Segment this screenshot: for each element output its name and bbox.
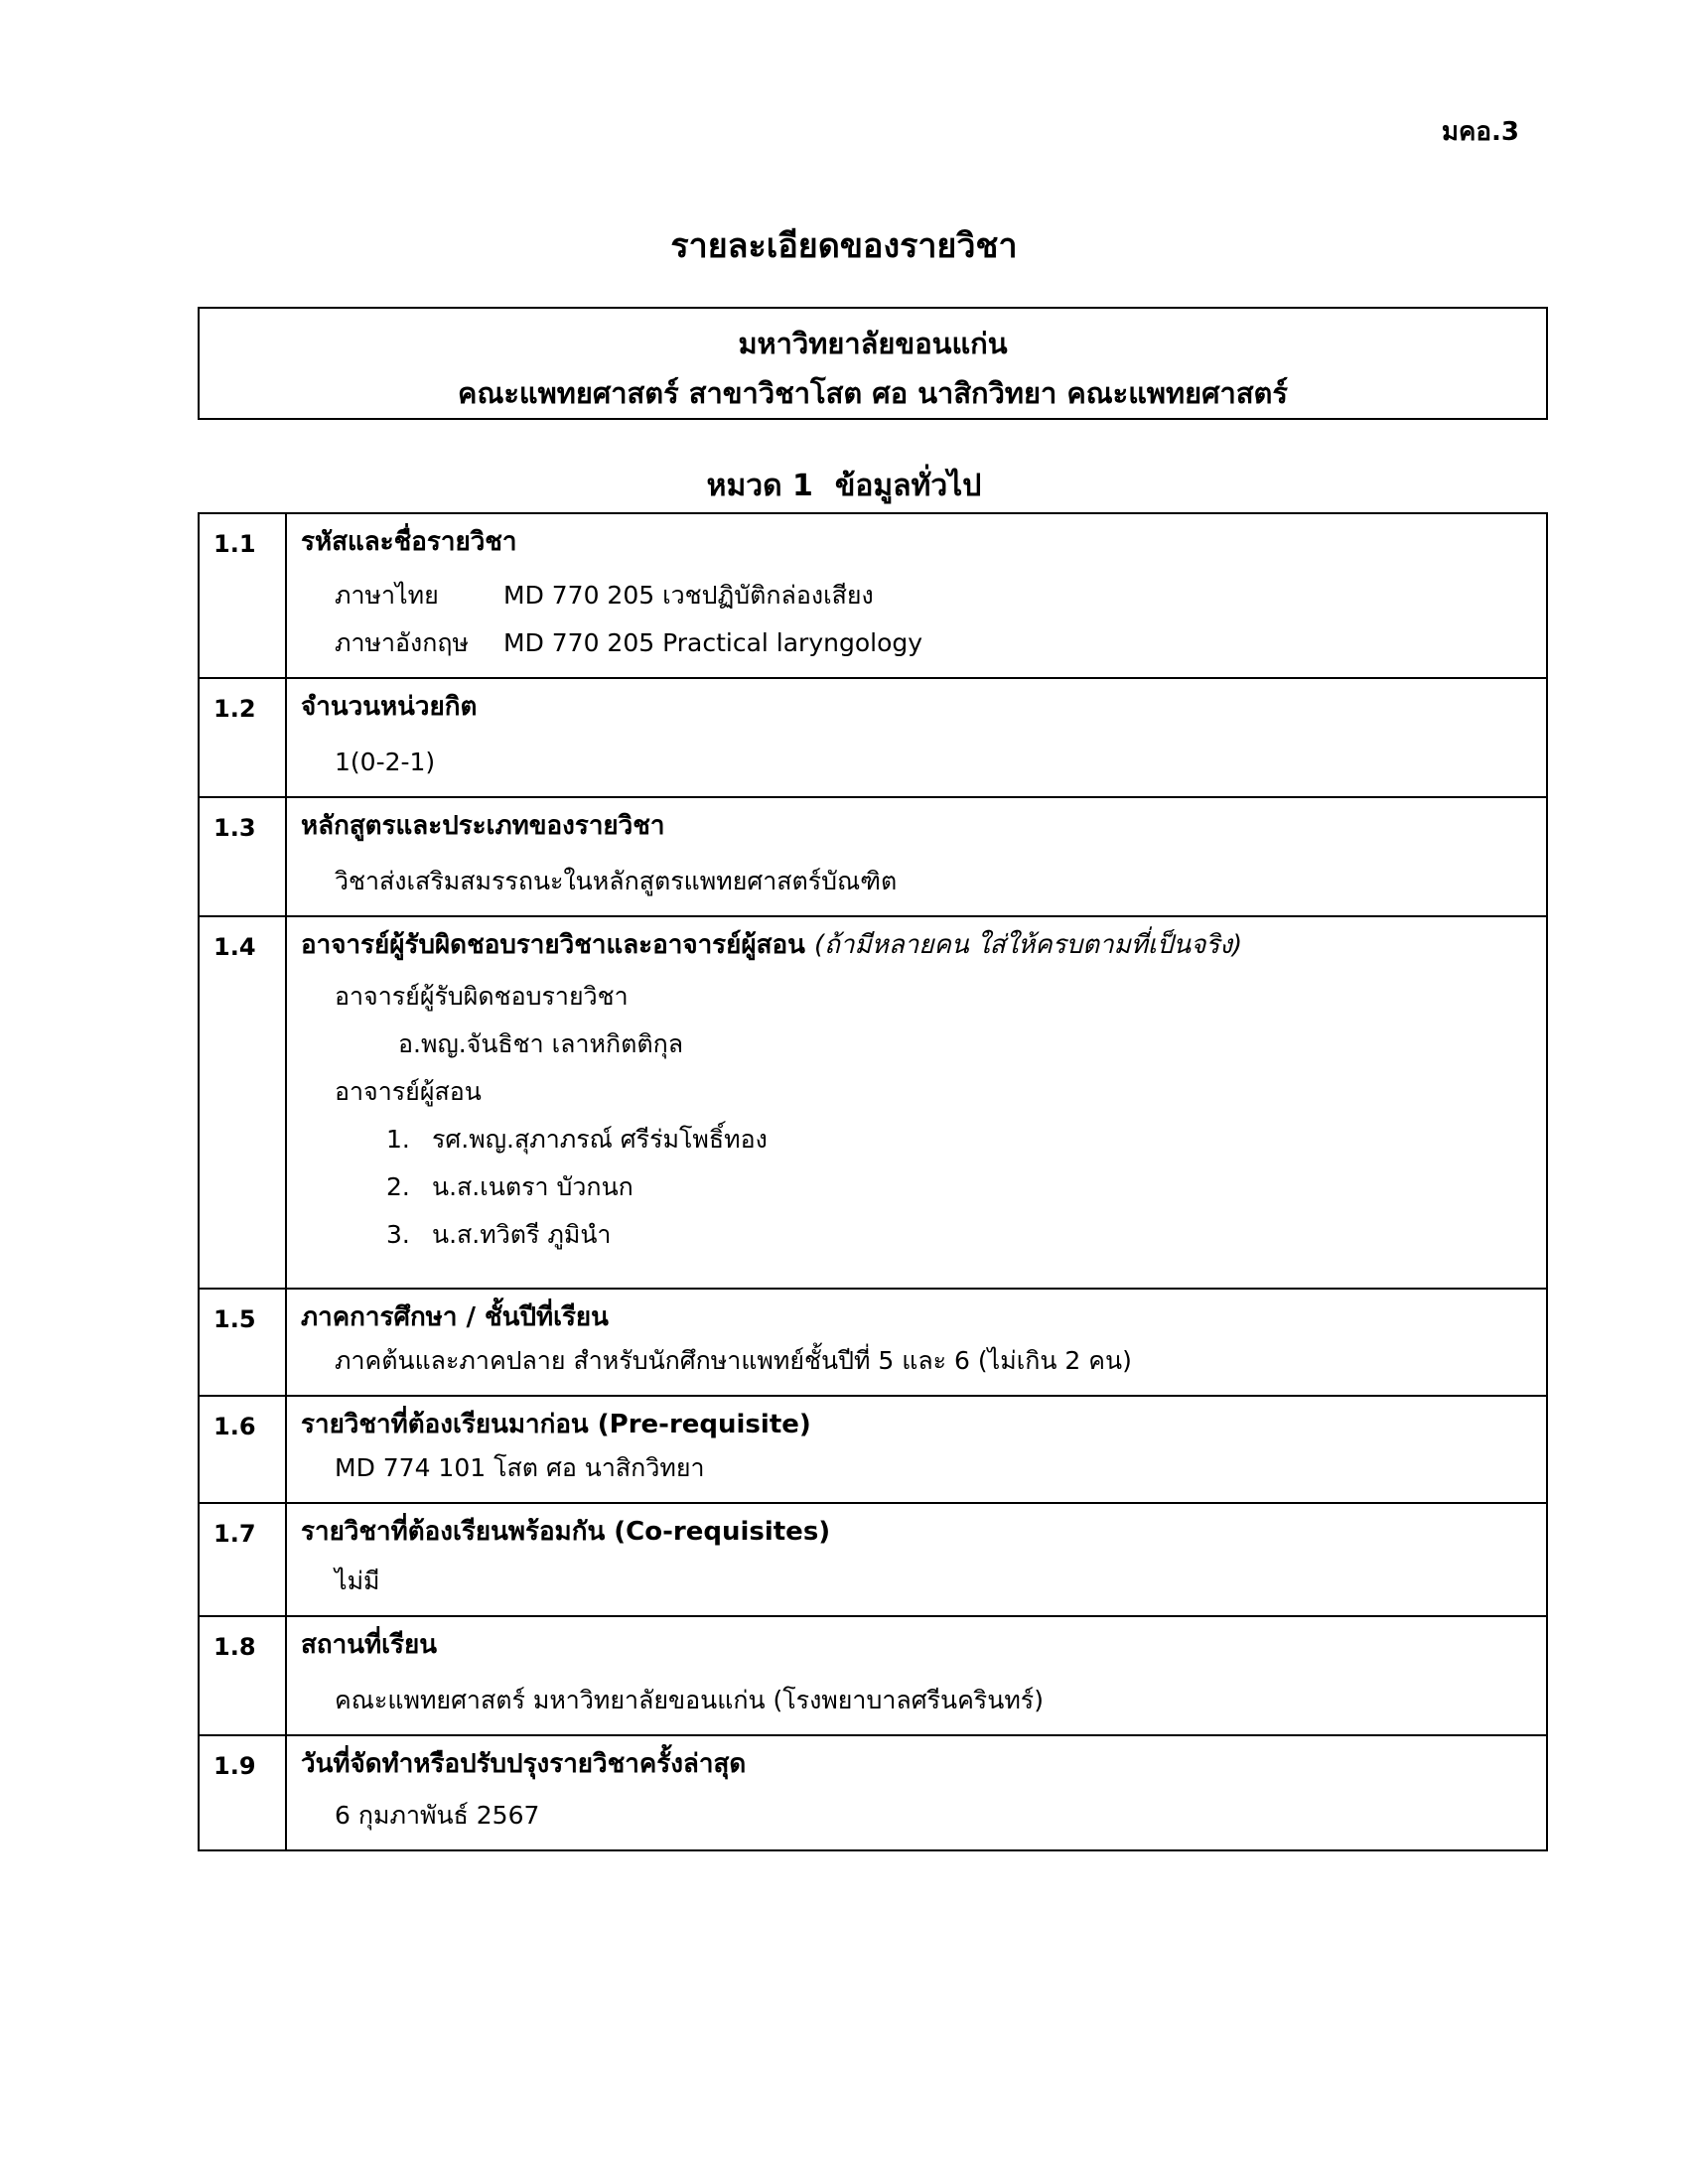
course-name-thai bbox=[301, 572, 1534, 619]
row-number: 1.9 bbox=[199, 1735, 286, 1850]
institution-header-box bbox=[198, 307, 1548, 420]
document-title: รายละเอียดของรายวิชา bbox=[670, 226, 1018, 266]
row-value: 1(0-2-1) bbox=[335, 748, 436, 776]
instructor-name: น.ส.ทวิตรี ภูมินำ bbox=[432, 1220, 612, 1249]
course-name-english bbox=[301, 619, 1534, 667]
row-title: สถานที่เรียน bbox=[301, 1630, 437, 1660]
row-number: 1.1 bbox=[199, 513, 286, 678]
row-title-note: (ถ้ามีหลายคน ใส่ให้ครบตามที่เป็นจริง) bbox=[813, 930, 1243, 960]
row-number: 1.6 bbox=[199, 1396, 286, 1503]
table-row bbox=[199, 1616, 1547, 1735]
row-value: MD 774 101 โสต ศอ นาสิกวิทยา bbox=[335, 1453, 705, 1482]
row-content bbox=[286, 1289, 1547, 1396]
row-content bbox=[286, 916, 1547, 1289]
faculty-name: คณะแพทยศาสตร์ สาขาวิชาโสต ศอ นาสิกวิทยา คณะแพทยศาสตร์ bbox=[458, 376, 1288, 410]
row-number: 1.5 bbox=[199, 1289, 286, 1396]
row-value: วิชาส่งเสริมสมรรถนะในหลักสูตรแพทยศาสตร์บัณฑิต bbox=[335, 867, 898, 895]
table-row bbox=[199, 513, 1547, 678]
thai-label: ภาษาไทย bbox=[335, 581, 439, 610]
row-content bbox=[286, 1735, 1547, 1850]
row-title: วันที่จัดทำหรือปรับปรุงรายวิชาครั้งล่าสุด bbox=[301, 1749, 747, 1779]
list-item bbox=[301, 1116, 1534, 1163]
row-number: 1.4 bbox=[199, 916, 286, 1289]
list-item-number: 2. bbox=[386, 1172, 410, 1201]
row-content bbox=[286, 678, 1547, 797]
instructor-name: รศ.พญ.สุภาภรณ์ ศรีร่มโพธิ์ทอง bbox=[432, 1125, 768, 1154]
instructor-name: น.ส.เนตรา บัวกนก bbox=[432, 1172, 633, 1201]
row-title bbox=[301, 925, 1534, 965]
instructors-label: อาจารย์ผู้สอน bbox=[335, 1077, 482, 1106]
row-title: ภาคการศึกษา / ชั้นปีที่เรียน bbox=[301, 1302, 609, 1332]
row-number: 1.3 bbox=[199, 797, 286, 916]
row-value: 6 กุมภาพันธ์ 2567 bbox=[335, 1801, 540, 1830]
row-number: 1.7 bbox=[199, 1503, 286, 1616]
general-info-table bbox=[198, 512, 1548, 1851]
section-title bbox=[0, 463, 1688, 509]
list-item bbox=[301, 1163, 1534, 1211]
table-row bbox=[199, 916, 1547, 1289]
row-content bbox=[286, 513, 1547, 678]
table-row bbox=[199, 1289, 1547, 1396]
table-row bbox=[199, 1735, 1547, 1850]
row-title: รหัสและชื่อรายวิชา bbox=[301, 527, 517, 557]
table-row bbox=[199, 678, 1547, 797]
row-value: ภาคต้นและภาคปลาย สำหรับนักศึกษาแพทย์ชั้นปีที่ 5 และ 6 (ไม่เกิน 2 คน) bbox=[335, 1346, 1132, 1375]
list-item bbox=[301, 1211, 1534, 1259]
row-value: คณะแพทยศาสตร์ มหาวิทยาลัยขอนแก่น (โรงพยาบาลศรีนครินทร์) bbox=[335, 1686, 1044, 1714]
row-title: รายวิชาที่ต้องเรียนพร้อมกัน (Co-requisites) bbox=[301, 1517, 831, 1547]
section-number: หมวด 1 bbox=[706, 469, 813, 503]
english-label: ภาษาอังกฤษ bbox=[335, 628, 470, 657]
row-title: รายวิชาที่ต้องเรียนมาก่อน (Pre-requisite) bbox=[301, 1410, 811, 1439]
responsible-name: อ.พญ.จันธิชา เลาหกิตติกุล bbox=[398, 1029, 684, 1058]
table-row bbox=[199, 797, 1547, 916]
row-content bbox=[286, 797, 1547, 916]
row-number: 1.8 bbox=[199, 1616, 286, 1735]
row-title: จำนวนหน่วยกิต bbox=[301, 692, 478, 722]
responsible-label: อาจารย์ผู้รับผิดชอบรายวิชา bbox=[335, 982, 629, 1011]
thai-value: MD 770 205 เวชปฏิบัติกล่องเสียง bbox=[503, 581, 874, 610]
row-content bbox=[286, 1503, 1547, 1616]
row-title-text: อาจารย์ผู้รับผิดชอบรายวิชาและอาจารย์ผู้สอน bbox=[301, 930, 805, 960]
row-content bbox=[286, 1396, 1547, 1503]
row-title: หลักสูตรและประเภทของรายวิชา bbox=[301, 811, 665, 841]
list-item-number: 1. bbox=[386, 1125, 410, 1154]
table-row bbox=[199, 1396, 1547, 1503]
list-item-number: 3. bbox=[386, 1220, 410, 1249]
row-number: 1.2 bbox=[199, 678, 286, 797]
row-content bbox=[286, 1616, 1547, 1735]
university-name: มหาวิทยาลัยขอนแก่น bbox=[738, 327, 1008, 360]
section-name: ข้อมูลทั่วไป bbox=[834, 469, 982, 503]
table-row bbox=[199, 1503, 1547, 1616]
row-value: ไม่มี bbox=[335, 1567, 380, 1595]
form-code: มคอ.3 bbox=[1441, 117, 1519, 147]
english-value: MD 770 205 Practical laryngology bbox=[503, 628, 923, 657]
